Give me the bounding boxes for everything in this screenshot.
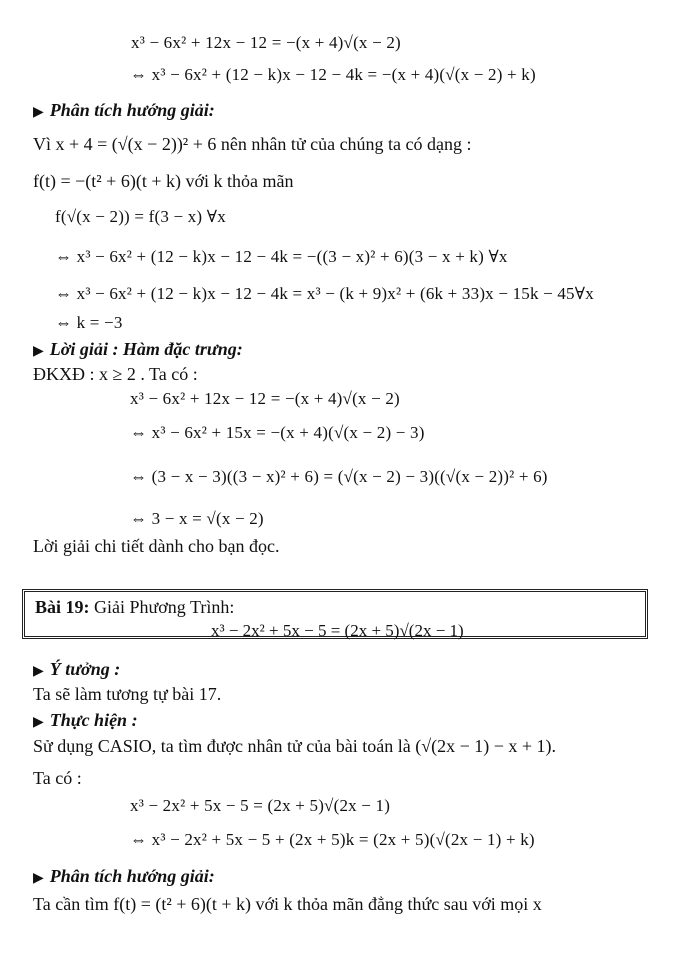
equation-line: ⇔ x³ − 6x² + (12 − k)x − 12 − 4k = −(x + 4)(√(x − 2) + k) [130, 65, 536, 84]
text-line: Ta sẽ làm tương tự bài 17. [33, 684, 222, 704]
triangle-bullet-icon: ▶ [33, 344, 44, 359]
problem-title [35, 598, 234, 616]
text-line: f(t) = −(t² + 6)(t + k) với k thỏa mãn [33, 171, 294, 191]
section-heading [33, 101, 215, 120]
triangle-bullet-icon: ▶ [33, 871, 44, 886]
heading-text: Ý tưởng : [49, 659, 121, 679]
text-line: Ta cần tìm f(t) = (t² + 6)(t + k) với k thỏa mãn đẳng thức sau với mọi x [33, 894, 542, 914]
heading-text: Phân tích hướng giải: [49, 866, 215, 886]
problem-box [22, 589, 648, 639]
equation-line: ⇔ x³ − 6x² + (12 − k)x − 12 − 4k = x³ − (k + 9)x² + (6k + 33)x − 15k − 45∀x [55, 284, 594, 303]
problem-title-text: Giải Phương Trình: [89, 597, 235, 617]
section-heading [33, 711, 138, 730]
triangle-bullet-icon: ▶ [33, 715, 44, 730]
equation-line: ⇔ x³ − 2x² + 5x − 5 + (2x + 5)k = (2x + 5)(√(2x − 1) + k) [130, 830, 535, 849]
text-line: Vì x + 4 = (√(x − 2))² + 6 nên nhân tử của chúng ta có dạng : [33, 134, 472, 154]
equation-line: ⇔ x³ − 6x² + (12 − k)x − 12 − 4k = −((3 − x)² + 6)(3 − x + k) ∀x [55, 247, 508, 266]
text-line: Lời giải chi tiết dành cho bạn đọc. [33, 536, 280, 556]
heading-text: Thực hiện : [49, 710, 138, 730]
text-line: ĐKXĐ : x ≥ 2 . Ta có : [33, 364, 198, 384]
text-line: Sử dụng CASIO, ta tìm được nhân tử của bài toán là (√(2x − 1) − x + 1). [33, 736, 557, 756]
problem-equation: x³ − 2x² + 5x − 5 = (2x + 5)√(2x − 1) [211, 621, 464, 640]
problem-label: Bài 19: [35, 597, 90, 617]
section-heading [33, 660, 120, 679]
triangle-bullet-icon: ▶ [33, 105, 44, 120]
section-heading [33, 340, 243, 359]
equation-line: ⇔ x³ − 6x² + 15x = −(x + 4)(√(x − 2) − 3) [130, 423, 425, 442]
heading-text: Phân tích hướng giải: [49, 100, 215, 120]
heading-text: Lời giải : Hàm đặc trưng: [49, 339, 243, 359]
section-heading [33, 867, 215, 886]
equation-line: ⇔ (3 − x − 3)((3 − x)² + 6) = (√(x − 2) − 3)((√(x − 2))² + 6) [130, 467, 548, 486]
equation-line: x³ − 2x² + 5x − 5 = (2x + 5)√(2x − 1) [130, 796, 391, 815]
equation-line: ⇔ 3 − x = √(x − 2) [130, 509, 264, 528]
equation-line: x³ − 6x² + 12x − 12 = −(x + 4)√(x − 2) [130, 389, 400, 408]
equation-line: x³ − 6x² + 12x − 12 = −(x + 4)√(x − 2) [131, 33, 401, 52]
equation-line: ⇔ k = −3 [55, 313, 123, 332]
triangle-bullet-icon: ▶ [33, 664, 44, 679]
equation-line: f(√(x − 2)) = f(3 − x) ∀x [55, 207, 226, 226]
text-line: Ta có : [33, 768, 82, 788]
